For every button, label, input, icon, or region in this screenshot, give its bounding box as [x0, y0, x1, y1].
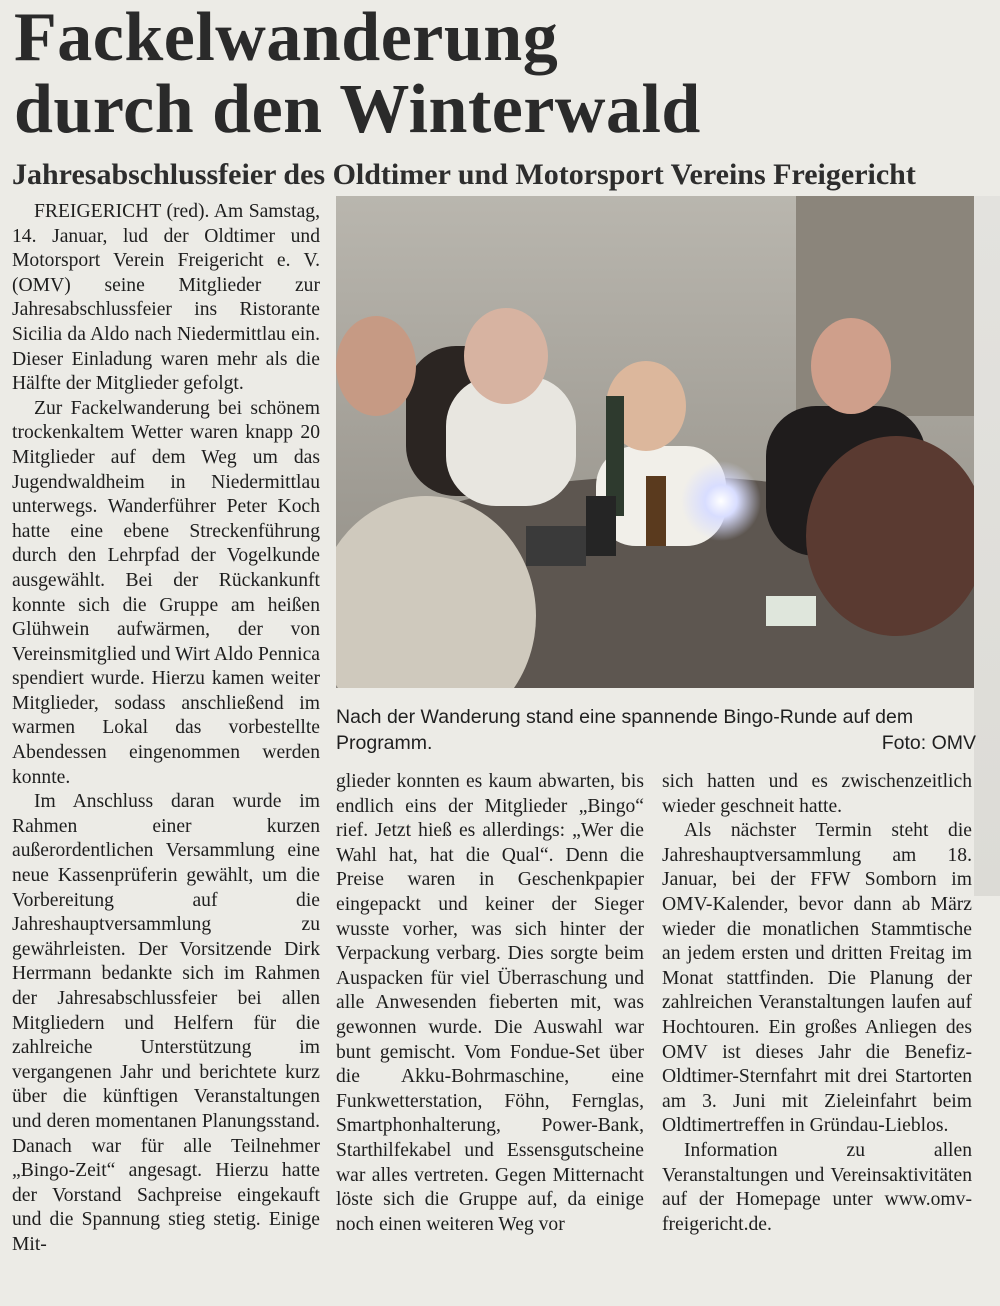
- photo-illustration: [336, 196, 974, 688]
- neighbor-article-edge: [974, 196, 1000, 896]
- paragraph-intro: FREIGERICHT (red). Am Samstag, 14. Januar, lud der Oldtimer und Motorsport Verein Freigericht e. V. (OMV) seine Mitglieder zur Jahresabschlussfeier ins Ristorante Sicilia da Aldo nach Niedermittlau ein. Dieser Einladung waren mehr als die Hälfte der Mitglieder gefolgt.: [12, 201, 320, 395]
- article-photo: [336, 196, 974, 688]
- article-column-1: [12, 200, 320, 1258]
- article-column-3: [662, 770, 972, 1237]
- headline-line-1: Fackelwanderung: [14, 0, 559, 76]
- paragraph-information: Information zu allen Veranstaltungen und Vereinsaktivitäten auf der Homepage unter www.omv-freigericht.de.: [662, 1139, 972, 1235]
- paragraph-fackelwanderung: Zur Fackelwanderung bei schönem trockenkaltem Wetter waren knapp 20 Mitglieder auf dem Weg um das Jugendwaldheim in Niedermittlau unterwegs. Wanderführer Peter Koch hatte eine ebene Streckenführung durch den Lehrpfad der Vogelkunde ausgewählt. Bei der Rückankunft konnte sich die Gruppe am heißen Glühwein aufwärmen, der von Vereinsmitglied und Wirt Aldo Pennica spendiert wurde. Hierzu kamen weiter Mitglieder, sodass anschließend im warmen Lokal das vorbestellte Abendessen eingenommen werden konnte.: [12, 397, 320, 788]
- photo-box: [526, 526, 586, 566]
- photo-bingo-card: [766, 596, 816, 626]
- paragraph-bingo: glieder konnten es kaum abwarten, bis endlich eins der Mitglieder „Bingo“ rief. Jetzt hieß es allerdings: „Wer die Wahl hat, hat die Qual“. Denn die Preise waren in Geschenkpapier eingepackt und keiner der Sieger wusste vorher, was sich hinter der Verpackung verbarg. Dies sorgte beim Auspacken für viel Überraschung und alle Anwesenden fieberten mit, was gewonnen wurde. Die Auswahl war bunt gemischt. Vom Fondue-Set über die Akku-Bohrmaschine, eine Funkwetterstation, Föhn, Fernglas, Smartphonhalterung, Power-Bank, Starthilfekabel und Essensgutscheine war alles vertreten. Gegen Mitternacht löste sich die Gruppe auf, da einige noch einen weiteren Weg vor: [336, 771, 644, 1235]
- photo-person-center-head: [464, 308, 548, 404]
- paragraph-continuation: sich hatten und es zwischenzeitlich wieder geschneit hatte.: [662, 771, 972, 817]
- photo-caption: [336, 704, 976, 756]
- photo-credit: Foto: OMV: [881, 732, 976, 754]
- caption-text: Nach der Wanderung stand eine spannende Bingo-Runde auf dem Programm.: [336, 706, 914, 754]
- photo-person-right-head: [811, 318, 891, 414]
- paragraph-termine: Als nächster Termin steht die Jahreshauptversammlung am 18. Januar, bei der FFW Somborn im OMV-Kalender, bevor dann ab März wieder die monatlichen Stammtische an jedem ersten und dritten Freitag im Monat stattfinden. Die Planung der zahlreichen Veranstaltungen laufen auf Hochtouren. Ein großes Anliegen des OMV ist dieses Jahr die Benefiz-Oldtimer-Sternfahrt mit drei Startorten am 3. Juni mit Zieleinfahrt beim Oldtimertreffen in Gründau-Lieblos.: [662, 820, 972, 1137]
- headline-line-2: durch den Winterwald: [14, 71, 701, 148]
- photo-candle-light: [681, 461, 761, 541]
- article-column-2: [336, 770, 644, 1237]
- headline: [14, 2, 701, 146]
- photo-person-left-head: [336, 316, 416, 416]
- subheadline: Jahresabschlussfeier des Oldtimer und Motorsport Vereins Freigericht: [12, 158, 916, 191]
- paragraph-versammlung: Im Anschluss daran wurde im Rahmen einer kurzen außerordentlichen Versammlung eine neue Kassenprüferin gewählt, um die Vorbereitung auf die Jahreshauptversammlung zu gewährleisten. Der Vorsitzende Dirk Herrmann bedankte sich im Rahmen der Jahresabschlussfeier bei allen Mitgliedern und Helfern für die zahlreiche Unterstützung im vergangenen Jahr und berichtete kurz über die künftigen Veranstaltungen und deren momentanen Planungsstand. Danach war für alle Teilnehmer „Bingo-Zeit“ angesagt. Hierzu hatte der Vorstand Sachpreise eingekauft und die Spannung stieg stetig. Einige Mit-: [12, 791, 320, 1255]
- photo-glass: [586, 496, 616, 556]
- photo-bottle-2: [646, 476, 666, 546]
